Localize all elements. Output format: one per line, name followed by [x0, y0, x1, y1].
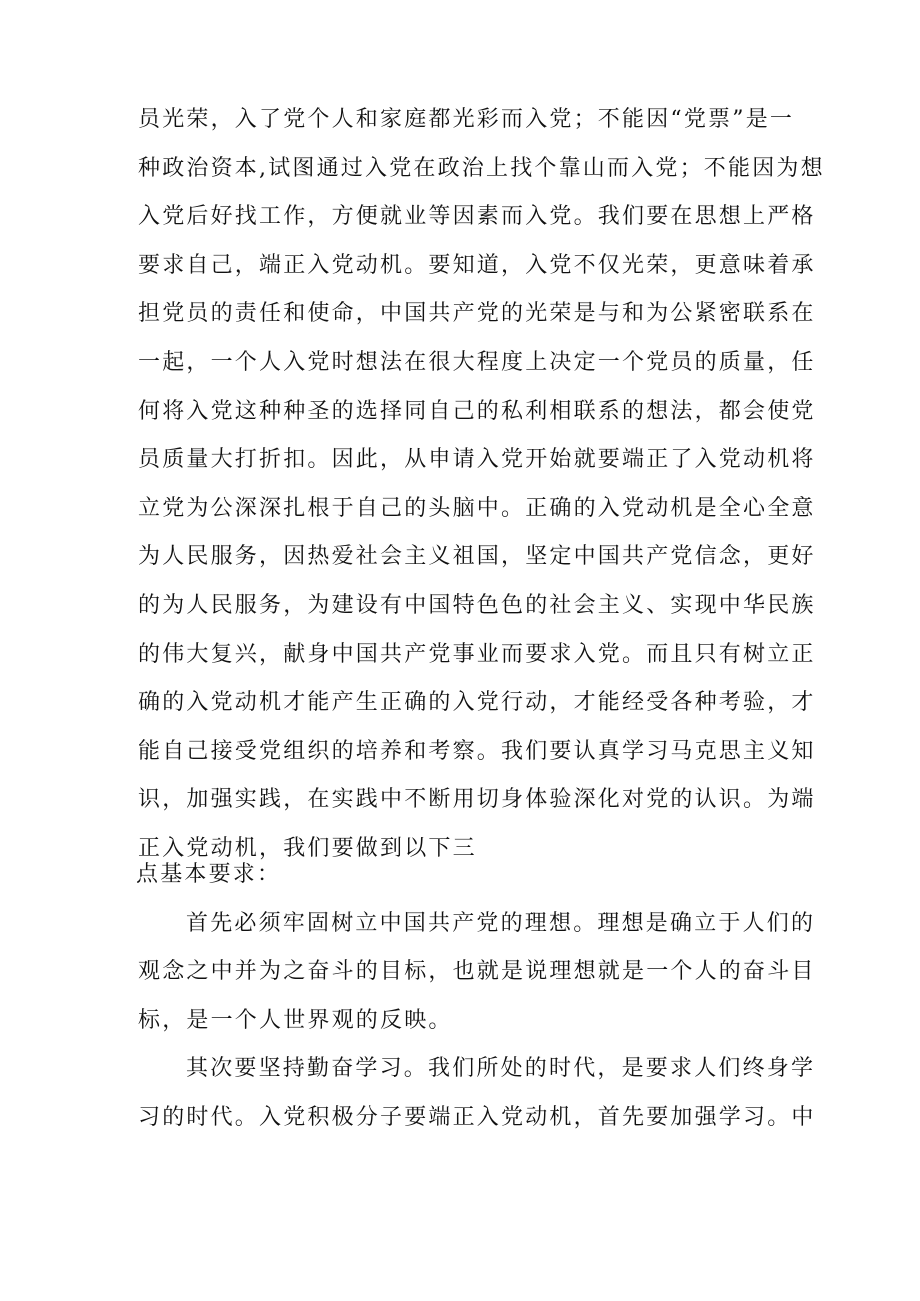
text-line: 正入党动机，我们要做到以下三 — [138, 835, 477, 861]
text-line: 担党员的责任和使命，中国共产党的光荣是与和为公紧密联系在 — [138, 301, 816, 327]
paragraph-1 — [136, 107, 825, 887]
text-line: 的为人民服务，为建设有中国特色色的社会主义、实现中华民族 — [138, 592, 816, 618]
text-line: 员光荣，入了党个人和家庭都光彩而入党；不能因“党票”是一 — [138, 107, 795, 132]
text-line: 何将入党这种种圣的选择同自己的私利相联系的想法，都会使党 — [138, 398, 816, 424]
text-line: 一起，一个人入党时想法在很大程度上决定一个党员的质量，任 — [138, 349, 816, 375]
text-line: 立党为公深深扎根于自己的头脑中。正确的入党动机是全心全意 — [138, 495, 816, 521]
text-line: 为人民服务，因热爱社会主义祖国，坚定中国共产党信念，更好 — [138, 544, 816, 570]
text-line: 确的入党动机才能产生正确的入党行动，才能经受各种考验，才 — [138, 690, 816, 716]
text-line: 种政治资本,试图通过入党在政治上找个靠山而入党；不能因为想 — [138, 155, 825, 181]
text-line: 标，是一个人世界观的反映。 — [138, 1007, 453, 1033]
text-line: 的伟大复兴，献身中国共产党事业而要求入党。而且只有树立正 — [138, 641, 816, 667]
paragraph-3 — [138, 1056, 816, 1130]
document-page — [136, 107, 825, 1154]
paragraph-2 — [138, 910, 816, 1033]
text-line: 观念之中并为之奋斗的目标，也就是说理想就是一个人的奋斗目 — [138, 959, 816, 985]
text-line: 要求自己，端正入党动机。要知道，入党不仅光荣，更意味着承 — [138, 252, 816, 278]
text-line: 点基本要求： — [136, 861, 282, 887]
text-line: 能自己接受党组织的培养和考察。我们要认真学习马克思主义知 — [138, 738, 816, 764]
text-line: 入党后好找工作，方便就业等因素而入党。我们要在思想上严格 — [138, 204, 816, 230]
text-line: 首先必须牢固树立中国共产党的理想。理想是确立于人们的 — [186, 910, 816, 936]
text-line: 其次要坚持勤奋学习。我们所处的时代，是要求人们终身学 — [186, 1056, 816, 1082]
text-line: 习的时代。入党积极分子要端正入党动机，首先要加强学习。中 — [138, 1104, 816, 1130]
text-line: 识，加强实践，在实践中不断用切身体验深化对党的认识。为端 — [138, 787, 816, 813]
text-line: 员质量大打折扣。因此，从申请入党开始就要端正了入党动机将 — [138, 447, 816, 473]
